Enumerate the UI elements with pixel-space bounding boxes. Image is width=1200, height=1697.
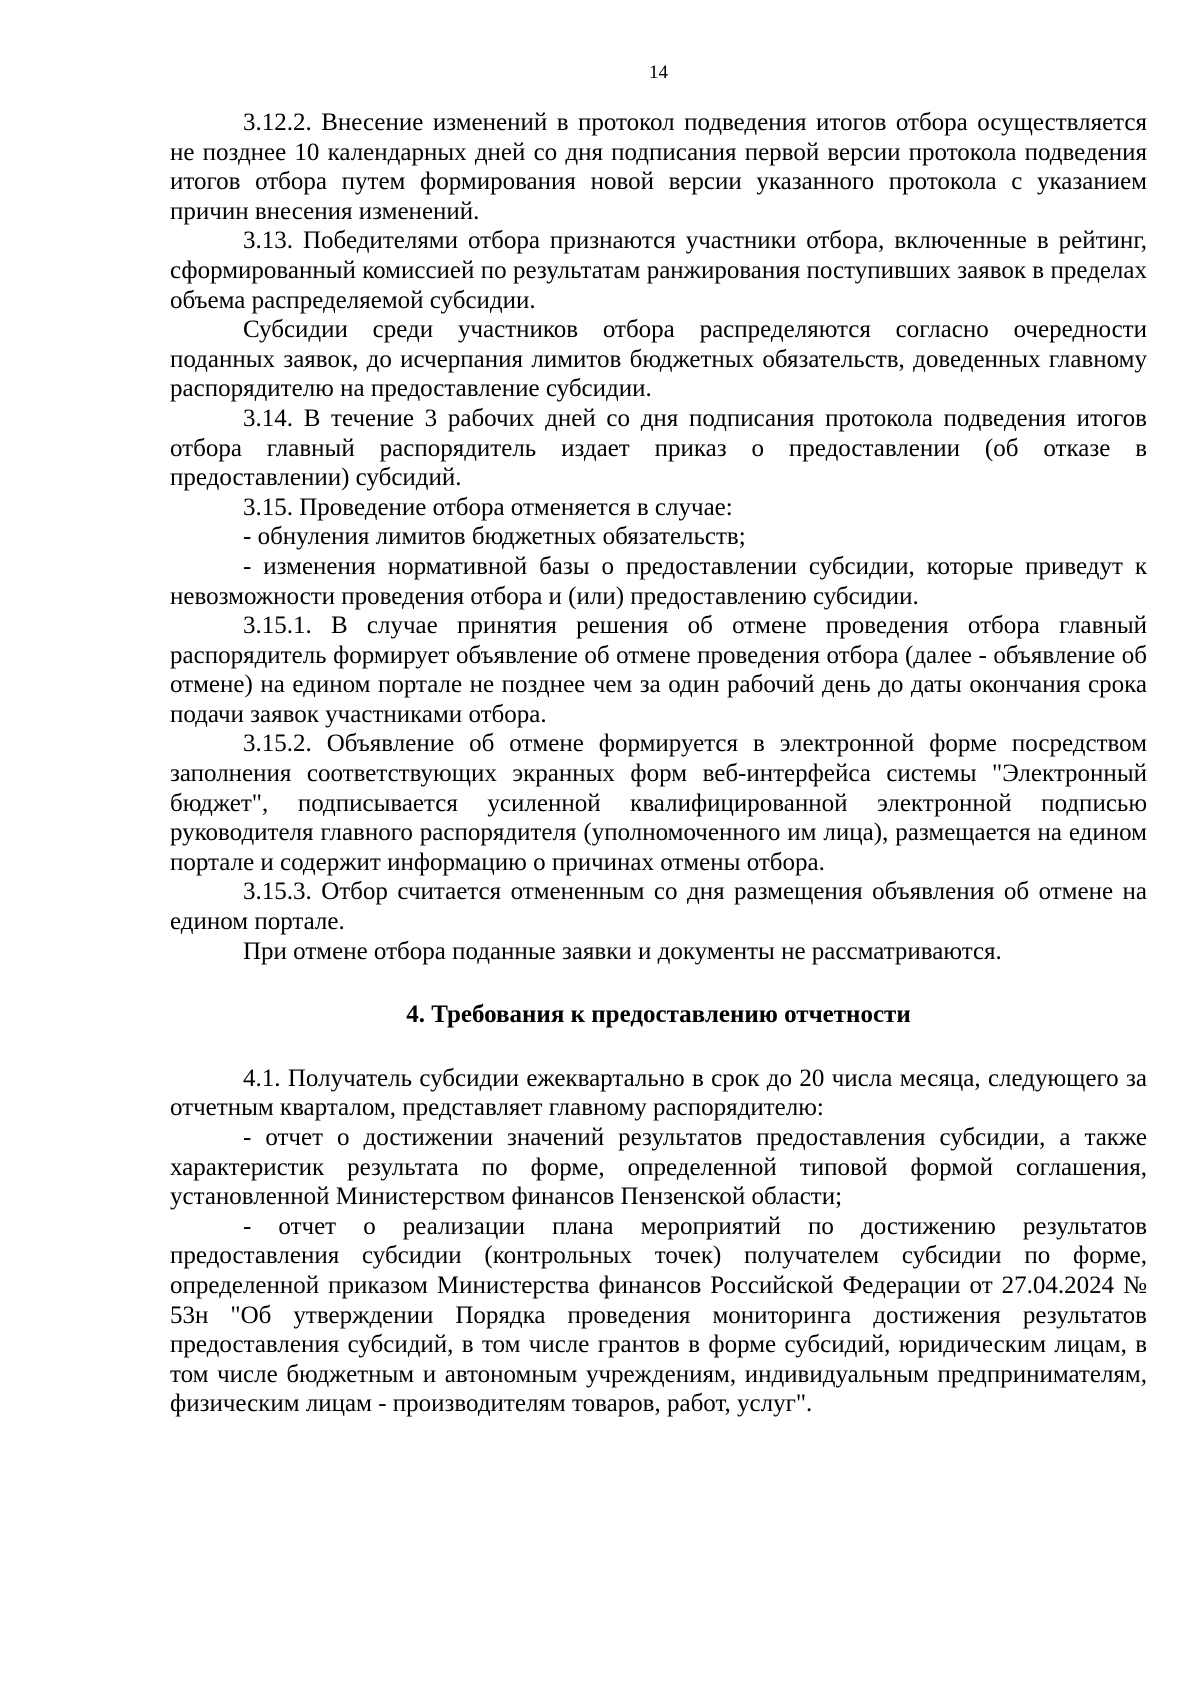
- paragraph-subsidy-distribution: Субсидии среди участников отбора распределяются согласно очередности поданных заявок, до исчерпания лимитов бюджетных обязательств, доведенных главному распорядителю на предоставление субсидии.: [170, 316, 1147, 403]
- paragraph-3-15-2: 3.15.2. Объявление об отмене формируется в электронной форме посредством заполнения соответствующих экранных форм веб-интерфейса системы "Электронный бюджет", подписывается усиленной квалифицированной электронной подписью руководителя главного распорядителя (уполномоченного им лица), размещается на едином портале и содержит информацию о причинах отмены отбора.: [170, 730, 1147, 876]
- section-3-body: [170, 108, 1147, 966]
- paragraph-cancellation-note: При отмене отбора поданные заявки и документы не рассматриваются.: [243, 937, 1002, 965]
- list-item-results-report: - отчет о достижении значений результатов предоставления субсидии, а также характеристик результата по форме, определенной типовой формой соглашения, установленной Министерством финансов Пензенской области;: [170, 1124, 1147, 1211]
- section-4-heading: 4. Требования к предоставлению отчетности: [406, 1001, 911, 1029]
- page-number: 14: [649, 62, 668, 83]
- paragraph-3-14: 3.14. В течение 3 рабочих дней со дня подписания протокола подведения итогов отбора главный распорядитель издает приказ о предоставлении (об отказе в предоставлении) субсидий.: [170, 404, 1147, 492]
- list-item-regulatory-change: - изменения нормативной базы о предоставлении субсидии, которые приведут к невозможности проведения отбора и (или) предоставлению субсидии.: [170, 552, 1147, 610]
- paragraph-3-12-2: 3.12.2. Внесение изменений в протокол подведения итогов отбора осуществляется не позднее 10 календарных дней со дня подписания первой версии протокола подведения итогов отбора путем формирования новой версии указанного протокола с указанием причин внесения изменений.: [170, 109, 1147, 225]
- section-4-body: [170, 1064, 1147, 1419]
- paragraph-3-15: 3.15. Проведение отбора отменяется в случае:: [243, 493, 733, 521]
- list-item-plan-report: - отчет о реализации плана мероприятий по достижению результатов предоставления субсидии (контрольных точек) получателем субсидии по форме, определенной приказом Министерства финансов Российской Федерации от 27.04.2024 № 53н "Об утверждении Порядка проведения мониторинга достижения результатов предоставления субсидий, в том числе грантов в форме субсидий, юридическим лицам, в том числе бюджетным и автономным учреждениям, индивидуальным предпринимателям, физическим лицам - производителям товаров, работ, услуг".: [170, 1212, 1147, 1418]
- paragraph-3-13: 3.13. Победителями отбора признаются участники отбора, включенные в рейтинг, сформированный комиссией по результатам ранжирования поступивших заявок в пределах объема распределяемой субсидии.: [170, 227, 1147, 314]
- list-item-limits-reset: - обнуления лимитов бюджетных обязательств;: [243, 523, 746, 551]
- paragraph-3-15-1: 3.15.1. В случае принятия решения об отмене проведения отбора главный распорядитель формирует объявление об отмене проведения отбора (далее - объявление об отмене) на едином портале не позднее чем за один рабочий день до даты окончания срока подачи заявок участниками отбора.: [170, 612, 1147, 728]
- paragraph-4-1: 4.1. Получатель субсидии ежеквартально в срок до 20 числа месяца, следующего за отчетным кварталом, представляет главному распорядителю:: [170, 1064, 1147, 1122]
- paragraph-3-15-3: 3.15.3. Отбор считается отмененным со дня размещения объявления об отмене на едином портале.: [170, 878, 1147, 936]
